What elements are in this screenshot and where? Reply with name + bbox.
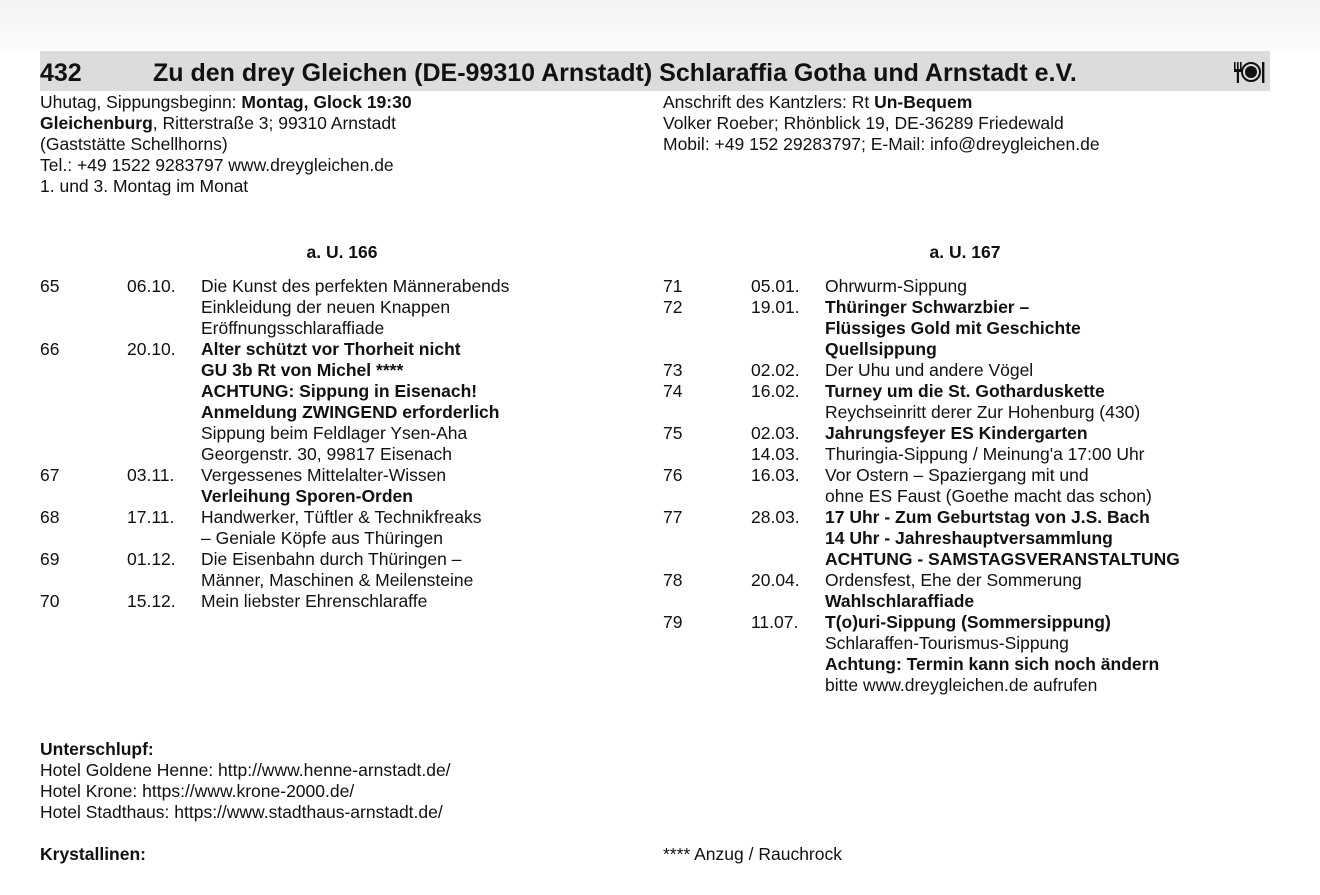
- entry-topic: [201, 507, 481, 549]
- entry-topic-line: Achtung: Termin kann sich noch ändern: [825, 654, 1160, 674]
- entry-topic: [825, 612, 1159, 696]
- meeting-schedule: 1. und 3. Montag im Monat: [40, 176, 249, 196]
- entry-date: 02.03.: [751, 423, 800, 443]
- crystallines-section: [40, 844, 146, 865]
- venue-name: Gleichenburg: [40, 113, 153, 133]
- right-column-heading: a. U. 167: [929, 242, 1001, 262]
- entry-date: 16.02.: [751, 381, 800, 401]
- schedule-entry: [40, 507, 620, 549]
- entry-topic-line: 14 Uhr - Jahreshauptversammlung: [825, 528, 1113, 548]
- entry-date: 17.11.: [127, 507, 175, 527]
- chancellor-name: Un-Bequem: [874, 92, 973, 112]
- entry-topic-line: Männer, Maschinen & Meilensteine: [201, 570, 474, 590]
- entry-date: 16.03.: [751, 465, 800, 485]
- entry-date: 11.07.: [751, 612, 799, 632]
- schedule-entry: [663, 381, 1283, 423]
- chancellor-label: Anschrift des Kantzlers: Rt: [663, 92, 875, 112]
- entry-topic-line: Der Uhu und andere Vögel: [825, 360, 1034, 380]
- entry-topic-line: Ohrwurm-Sippung: [825, 276, 967, 296]
- entry-topic-line: – Geniale Köpfe aus Thüringen: [201, 528, 443, 548]
- meeting-day-value: Montag, Glock 19:30: [241, 92, 412, 112]
- hotel-item: Hotel Krone: https://www.krone-2000.de/: [40, 781, 355, 801]
- lodge-title: Zu den drey Gleichen (DE-99310 Arnstadt) Schlaraffia Gotha und Arnstadt e.V.: [153, 59, 1077, 87]
- entry-topic-line: Reychseinritt derer Zur Hohenburg (430): [825, 402, 1141, 422]
- chancellor-address: Volker Roeber; Rhönblick 19, DE-36289 Friedewald: [663, 113, 1064, 133]
- entry-topic: [825, 507, 1180, 570]
- entry-topic-line: Eröffnungsschlaraffiade: [201, 318, 385, 338]
- schedule-entry: [663, 507, 1283, 570]
- hotel-item: Hotel Goldene Henne: http://www.henne-arnstadt.de/: [40, 760, 451, 780]
- footnote: [663, 844, 842, 865]
- chancellor-contact: Mobil: +49 152 29283797; E-Mail: info@dreygleichen.de: [663, 134, 1100, 154]
- entry-topic-line: Georgenstr. 30, 99817 Eisenach: [201, 444, 453, 464]
- chancellor-info: [663, 92, 1100, 155]
- entry-date: 06.10.: [127, 276, 176, 296]
- entry-number: 74: [663, 381, 683, 401]
- entry-topic-line: T(o)uri-Sippung (Sommersippung): [825, 612, 1111, 632]
- schedule-entry: [663, 276, 1283, 297]
- entry-date: 19.01.: [751, 297, 800, 317]
- entry-number: 79: [663, 612, 683, 632]
- schedule-entry: [663, 360, 1283, 381]
- entry-topic-line: Thuringia-Sippung / Meinung'a 17:00 Uhr: [825, 444, 1145, 464]
- footnote-text: **** Anzug / Rauchrock: [663, 844, 842, 864]
- venue-note: (Gaststätte Schellhorns): [40, 134, 228, 154]
- schedule-entry: [663, 570, 1283, 612]
- entry-topic-line: Verleihung Sporen-Orden: [201, 486, 413, 506]
- entry-topic: [201, 591, 427, 612]
- schedule-entry: [663, 444, 1283, 465]
- entry-topic-line: Thüringer Schwarzbier –: [825, 297, 1030, 317]
- entry-topic-line: GU 3b Rt von Michel ****: [201, 360, 404, 380]
- entry-topic-line: ACHTUNG - SAMSTAGSVERANSTALTUNG: [825, 549, 1180, 569]
- entry-topic-line: Flüssiges Gold mit Geschichte: [825, 318, 1081, 338]
- dining-icon: [1232, 59, 1266, 85]
- entry-topic-line: Ordensfest, Ehe der Sommerung: [825, 570, 1082, 590]
- entry-topic: [825, 444, 1145, 465]
- entry-number: 78: [663, 570, 683, 590]
- entry-topic: [825, 276, 967, 297]
- entry-topic: [825, 423, 1088, 444]
- entry-topic-line: bitte www.dreygleichen.de aufrufen: [825, 675, 1098, 695]
- entry-date: 03.11.: [127, 465, 175, 485]
- entry-topic-line: Die Eisenbahn durch Thüringen –: [201, 549, 462, 569]
- venue-address: , Ritterstraße 3; 99310 Arnstadt: [152, 113, 396, 133]
- phone-web: Tel.: +49 1522 9283797 www.dreygleichen.de: [40, 155, 394, 175]
- entry-topic-line: Alter schützt vor Thorheit nicht: [201, 339, 461, 359]
- entry-number: 77: [663, 507, 683, 527]
- lodging-heading: Unterschlupf:: [40, 739, 154, 759]
- entry-number: 70: [40, 591, 60, 611]
- entry-topic-line: Handwerker, Tüftler & Technikfreaks: [201, 507, 482, 527]
- entry-topic: [825, 297, 1081, 360]
- schedule-entry: [40, 591, 620, 612]
- schedule-entry: [40, 465, 620, 507]
- schedule-entry: [663, 297, 1283, 360]
- entry-number: 68: [40, 507, 60, 527]
- entry-date: 28.03.: [751, 507, 800, 527]
- entry-number: 67: [40, 465, 60, 485]
- right-schedule: [663, 276, 1283, 696]
- entry-number: 76: [663, 465, 683, 485]
- meeting-info: [40, 92, 412, 197]
- entry-number: 72: [663, 297, 683, 317]
- schedule-entry: [40, 549, 620, 591]
- entry-topic-line: ohne ES Faust (Goethe macht das schon): [825, 486, 1152, 506]
- entry-topic-line: Wahlschlaraffiade: [825, 591, 975, 611]
- schedule-entry: [663, 465, 1283, 507]
- entry-topic: [825, 381, 1140, 423]
- entry-topic: [825, 465, 1152, 507]
- entry-topic-line: Schlaraffen-Tourismus-Sippung: [825, 633, 1069, 653]
- entry-topic: [825, 360, 1033, 381]
- schedule-entry: [663, 612, 1283, 696]
- schedule-entry: [40, 276, 620, 339]
- entry-topic-line: Quellsippung: [825, 339, 937, 359]
- entry-topic-line: Turney um die St. Gotharduskette: [825, 381, 1105, 401]
- lodge-number: 432: [40, 59, 82, 87]
- entry-date: 20.04.: [751, 570, 800, 590]
- entry-number: 73: [663, 360, 683, 380]
- schedule-entry: [663, 423, 1283, 444]
- entry-number: 66: [40, 339, 60, 359]
- meeting-day-label: Uhutag, Sippungsbeginn:: [40, 92, 242, 112]
- hotel-item: Hotel Stadthaus: https://www.stadthaus-arnstadt.de/: [40, 802, 443, 822]
- entry-number: 69: [40, 549, 60, 569]
- entry-date: 05.01.: [751, 276, 800, 296]
- entry-topic: [201, 276, 509, 339]
- crystallines-heading: Krystallinen:: [40, 844, 146, 864]
- entry-topic: [201, 549, 473, 591]
- left-schedule: [40, 276, 620, 612]
- lodging-section: [40, 739, 451, 823]
- entry-date: 01.12.: [127, 549, 176, 569]
- entry-topic-line: Vergessenes Mittelalter-Wissen: [201, 465, 447, 485]
- entry-topic-line: Mein liebster Ehrenschlaraffe: [201, 591, 428, 611]
- entry-date: 15.12.: [127, 591, 176, 611]
- entry-topic: [201, 339, 499, 465]
- entry-topic: [825, 570, 1082, 612]
- entry-topic-line: Einkleidung der neuen Knappen: [201, 297, 451, 317]
- entry-number: 71: [663, 276, 683, 296]
- entry-topic: [201, 465, 446, 507]
- entry-number: 75: [663, 423, 683, 443]
- page-top-band: [0, 0, 1320, 50]
- entry-topic-line: 17 Uhr - Zum Geburtstag von J.S. Bach: [825, 507, 1150, 527]
- entry-topic-line: Sippung beim Feldlager Ysen-Aha: [201, 423, 468, 443]
- entry-date: 20.10.: [127, 339, 176, 359]
- entry-number: 65: [40, 276, 60, 296]
- left-column-heading: a. U. 166: [306, 242, 378, 262]
- schedule-entry: [40, 339, 620, 465]
- entry-topic-line: Jahrungsfeyer ES Kindergarten: [825, 423, 1088, 443]
- header-bar: [40, 51, 1270, 91]
- entry-topic-line: Anmeldung ZWINGEND erforderlich: [201, 402, 500, 422]
- entry-date: 14.03.: [751, 444, 800, 464]
- entry-topic-line: ACHTUNG: Sippung in Eisenach!: [201, 381, 478, 401]
- entry-topic-line: Vor Ostern – Spaziergang mit und: [825, 465, 1089, 485]
- entry-topic-line: Die Kunst des perfekten Männerabends: [201, 276, 510, 296]
- entry-date: 02.02.: [751, 360, 800, 380]
